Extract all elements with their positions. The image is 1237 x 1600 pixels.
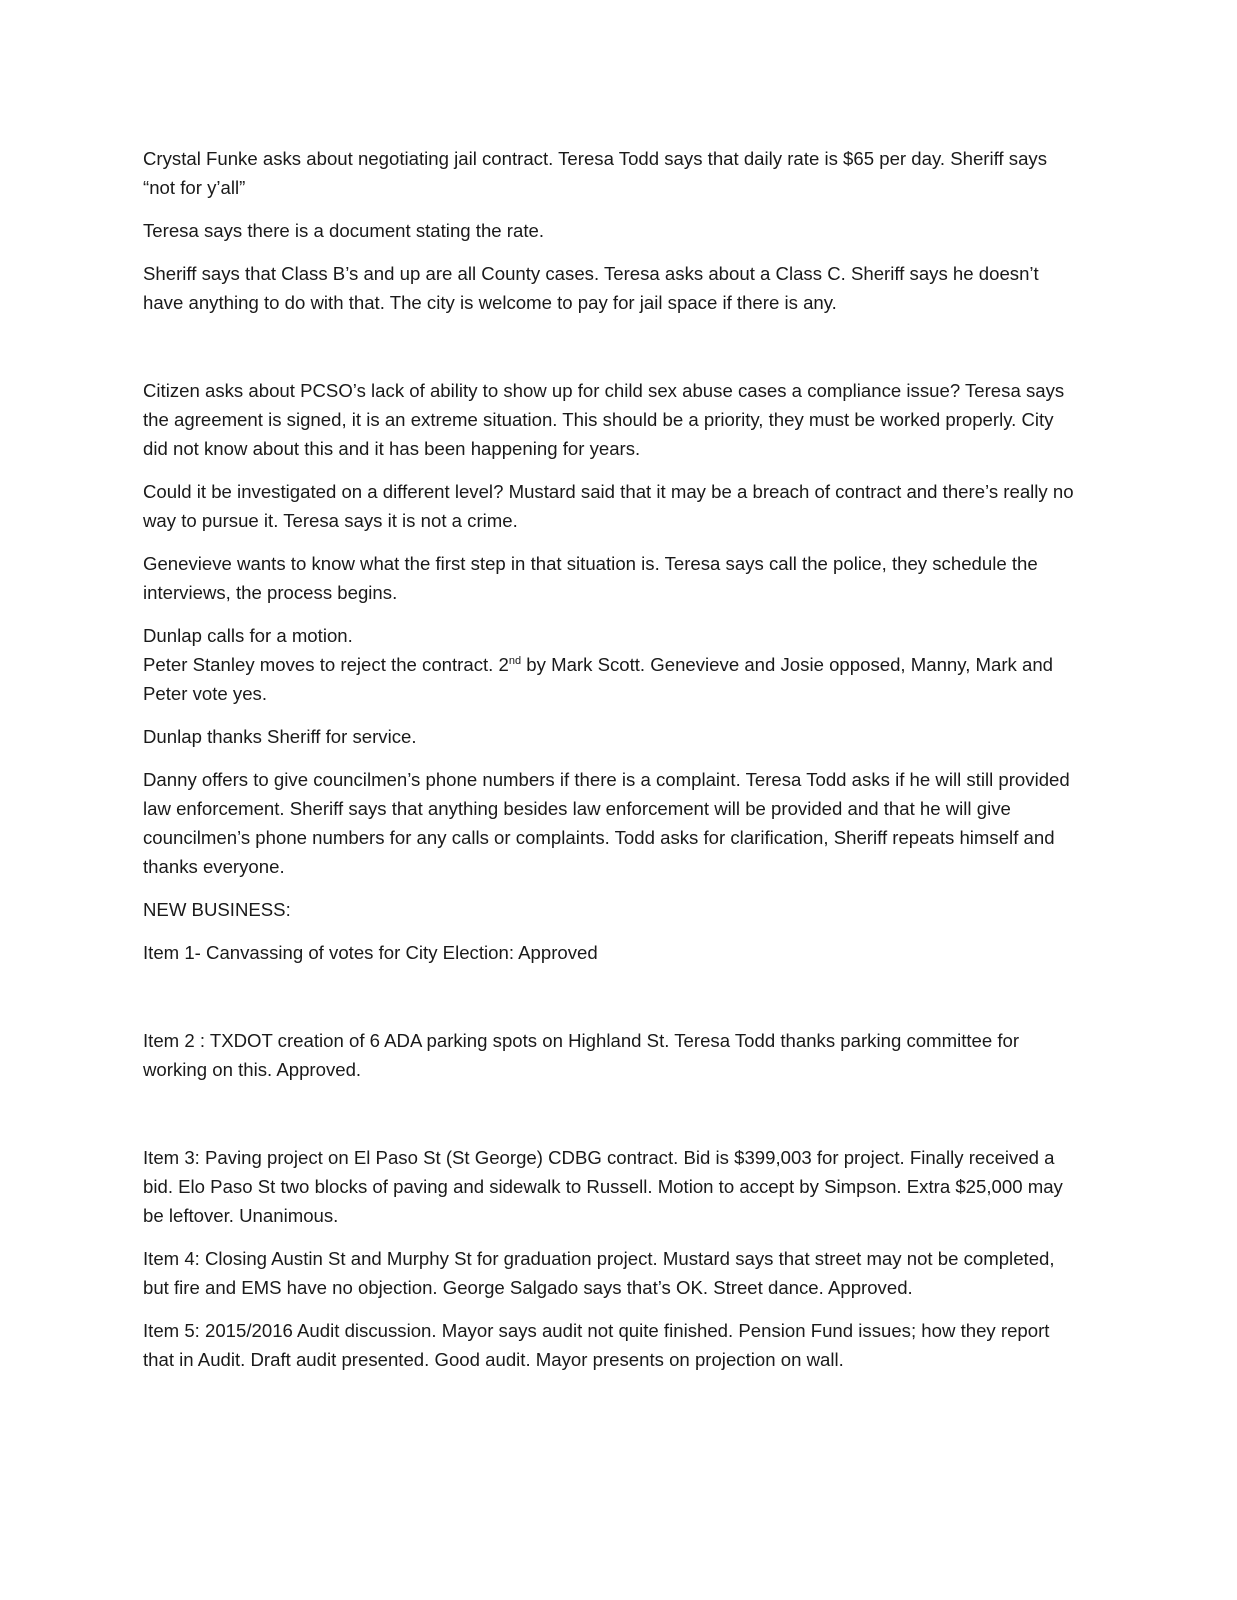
paragraph-class-cases: Sheriff says that Class B’s and up are all County cases. Teresa asks about a Class C. Sheriff says he doesn’t have anything to do with that. The city is welcome to pay for jail space if there is any. [143, 263, 1039, 313]
new-business-heading: NEW BUSINESS: [143, 899, 291, 920]
motion-ordinal-superscript: nd [508, 654, 522, 667]
motion-text-part1: Peter Stanley moves to reject the contract. 2 [143, 654, 509, 675]
motion-text-part2: by Mark Scott. Genevieve and Josie opposed, Manny, Mark and Peter vote yes. [143, 654, 1054, 704]
item-5: Item 5: 2015/2016 Audit discussion. Mayor says audit not quite finished. Pension Fund issues; how they report that in Audit. Draft audit presented. Good audit. Mayor presents on projection on wall. [143, 1320, 1050, 1370]
paragraph-danny: Danny offers to give councilmen’s phone numbers if there is a complaint. Teresa Todd asks if he will still provided law enforcement. Sheriff says that anything besides law enforcement will be provided and that he will give councilmen’s phone numbers for any calls or complaints. Todd asks for clarification, Sheriff repeats himself and thanks everyone. [143, 769, 1070, 877]
item-3: Item 3: Paving project on El Paso St (St George) CDBG contract. Bid is $399,003 for project. Finally received a bid. Elo Paso St two blocks of paving and sidewalk to Russell. Motion to accept by Simpson. Extra $25,000 may be leftover. Unanimous. [143, 1147, 1063, 1226]
paragraph-genevieve: Genevieve wants to know what the first step in that situation is. Teresa says call the police, they schedule the interviews, the process begins. [143, 553, 1038, 603]
item-4: Item 4: Closing Austin St and Murphy St for graduation project. Mustard says that street may not be completed, but fire and EMS have no objection. George Salgado says that’s OK. Street dance. Approved. [143, 1248, 1055, 1298]
minutes-body [143, 144, 1083, 1374]
motion-call-line: Dunlap calls for a motion. [143, 625, 353, 646]
paragraph-thanks: Dunlap thanks Sheriff for service. [143, 726, 417, 747]
paragraph-jail-contract: Crystal Funke asks about negotiating jail contract. Teresa Todd says that daily rate is $65 per day. Sheriff says “not for y’all” [143, 148, 1048, 198]
paragraph-investigated: Could it be investigated on a different level? Mustard said that it may be a breach of contract and there’s really no way to pursue it. Teresa says it is not a crime. [143, 481, 1074, 531]
paragraph-motion [143, 621, 1083, 708]
item-2: Item 2 : TXDOT creation of 6 ADA parking spots on Highland St. Teresa Todd thanks parking committee for working on this. Approved. [143, 1030, 1020, 1080]
paragraph-citizen-pcso: Citizen asks about PCSO’s lack of ability to show up for child sex abuse cases a compliance issue? Teresa says the agreement is signed, it is an extreme situation. This should be a priority, they must be worked properly. City did not know about this and it has been happening for years. [143, 380, 1065, 459]
item-1: Item 1- Canvassing of votes for City Election: Approved [143, 942, 598, 963]
paragraph-document-rate: Teresa says there is a document stating the rate. [143, 220, 545, 241]
